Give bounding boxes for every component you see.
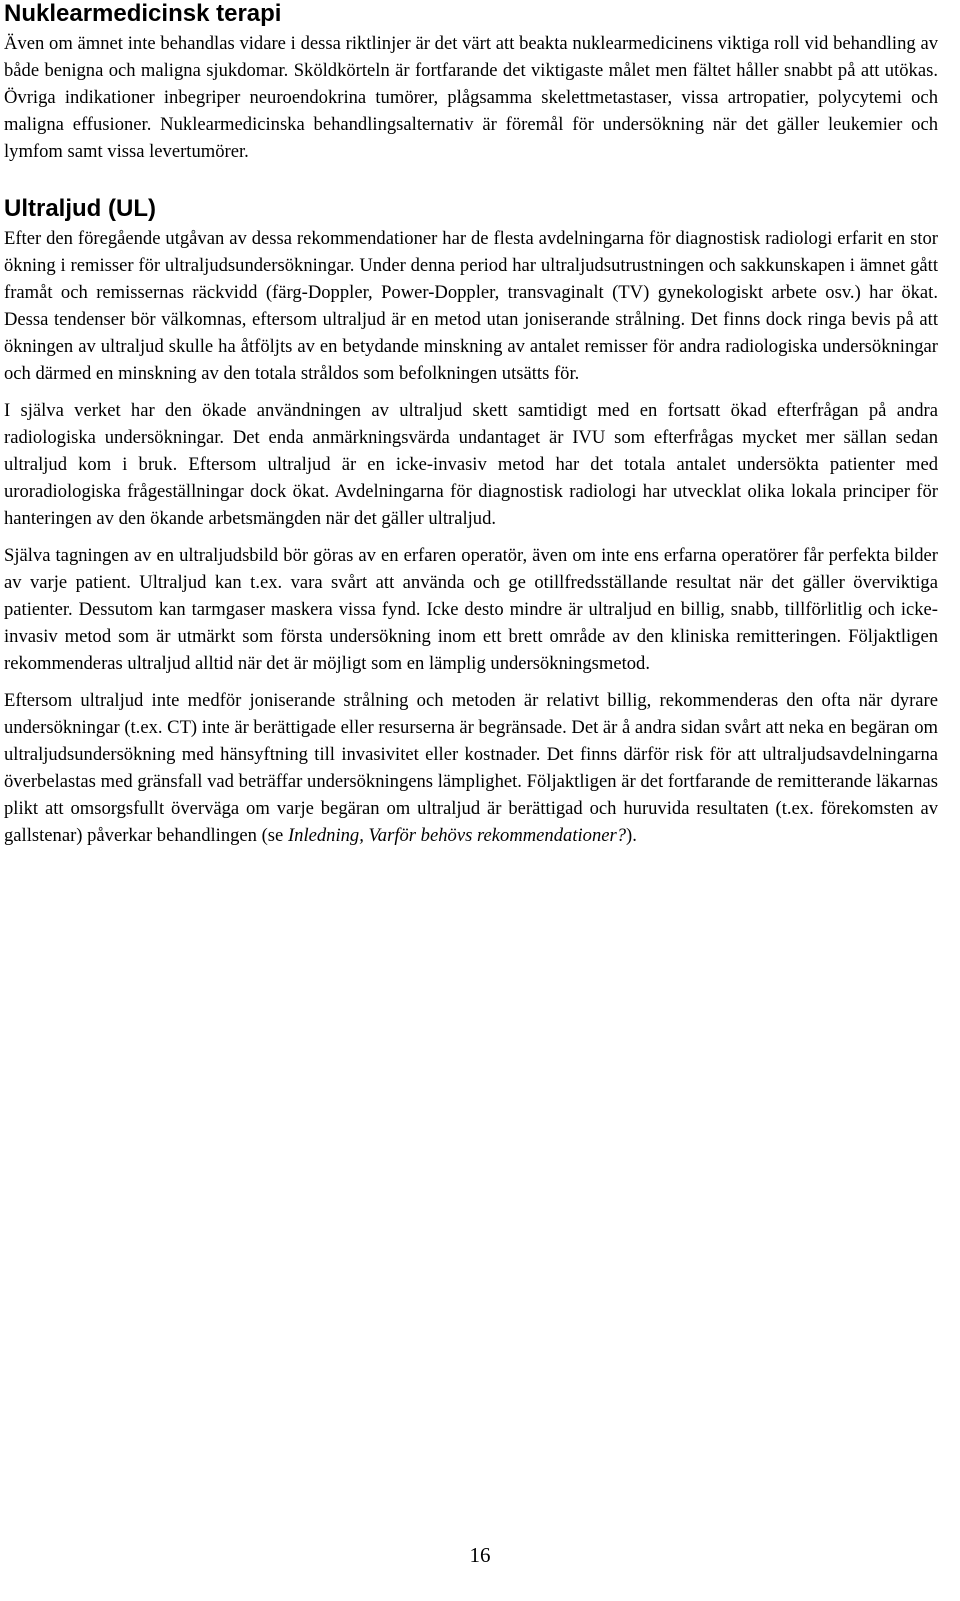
section-heading-ultrasound: Ultraljud (UL) bbox=[4, 195, 156, 222]
paragraph-nuclear-therapy: Även om ämnet inte behandlas vidare i dessa riktlinjer är det värt att beakta nuklearmedicinens viktiga roll vid behandling av både benigna och maligna sjukdomar. Sköldkörteln är fortfarande det viktigaste målet men fältet håller snabbt på att utökas. Övriga indikationer inbegriper neuroendokrina tumörer, plågsamma skelettmetastaser, vissa artropatier, polycytemi och maligna effusioner. Nuklearmedicinska behandlingsalternativ är föremål för undersökning när det gäller leukemier och lymfom samt vissa levertumörer. bbox=[4, 33, 938, 162]
paragraph-ultrasound-1: Efter den föregående utgåvan av dessa rekommendationer har de flesta avdelningarna för diagnostisk radiologi erfarit en stor ökning i remisser för ultraljudsundersökningar. Under denna period har ultraljudsutrustningen och sakkunskapen i ämnet gått framåt och remissernas räckvidd (färg-Doppler, Power-Doppler, transvaginalt (TV) gynekologiskt arbete osv.) har ökat. Dessa tendenser bör välkomnas, eftersom ultraljud är en metod utan joniserande strålning. Det finns dock ringa bevis på att ökningen av ultraljud skulle ha åtföljts av en betydande minskning av antalet remisser för andra radiologiska undersökningar och därmed en minskning av den totala stråldos som befolkningen utsätts för. bbox=[4, 228, 938, 384]
page-number: 16 bbox=[469, 1543, 491, 1567]
document-page bbox=[4, 0, 938, 859]
cross-reference: Inledning, Varför behövs rekommendationer? bbox=[287, 825, 627, 846]
paragraph-ultrasound-4-closing: ). bbox=[626, 825, 637, 846]
section-heading-nuclear-therapy: Nuklearmedicinsk terapi bbox=[4, 0, 282, 27]
paragraph-ultrasound-3: Själva tagningen av en ultraljudsbild bör göras av en erfaren operatör, även om inte ens erfarna operatörer får perfekta bilder av varje patient. Ultraljud kan t.ex. vara svårt att använda och ge otillfredsställande resultat när det gäller överviktiga patienter. Dessutom kan tarmgaser maskera vissa fynd. Icke desto mindre är ultraljud en billig, snabb, tillförlitlig och icke-invasiv metod som är utmärkt som första undersökning inom ett brett område av den kliniska remitteringen. Följaktligen rekommenderas ultraljud alltid när det är möjligt som en lämplig undersökningsmetod. bbox=[4, 545, 938, 674]
paragraph-ultrasound-4 bbox=[4, 687, 938, 849]
paragraph-ultrasound-4-text: Eftersom ultraljud inte medför joniserande strålning och metoden är relativt billig, rekommenderas den ofta när dyrare undersökningar (t.ex. CT) inte är berättigade eller resurserna är begränsade. Det är å andra sidan svårt att neka en begäran om ultraljudsundersökning med hänsyftning till invasivitet eller kostnader. Det finns därför risk för att ultraljudsavdelningarna överbelastas med gränsfall vad beträffar undersökningens lämplighet. Följaktligen är det fortfarande de remitterande läkarnas plikt att omsorgsfullt överväga om varje begäran om ultraljud är berättigad och huruvida resultaten (t.ex. förekomsten av gallstenar) påverkar behandlingen (se bbox=[4, 690, 938, 846]
paragraph-ultrasound-2: I själva verket har den ökade användningen av ultraljud skett samtidigt med en fortsatt ökad efterfrågan på andra radiologiska undersökningar. Det enda anmärkningsvärda undantaget är IVU som efterfrågas mycket mer sällan sedan ultraljud kom i bruk. Eftersom ultraljud är en icke-invasiv metod har det totala antalet undersökta patienter med uroradiologiska frågeställningar dock ökat. Avdelningarna för diagnostisk radiologi har utvecklat olika lokala principer för hanteringen av den ökande arbetsmängden när det gäller ultraljud. bbox=[4, 400, 938, 529]
